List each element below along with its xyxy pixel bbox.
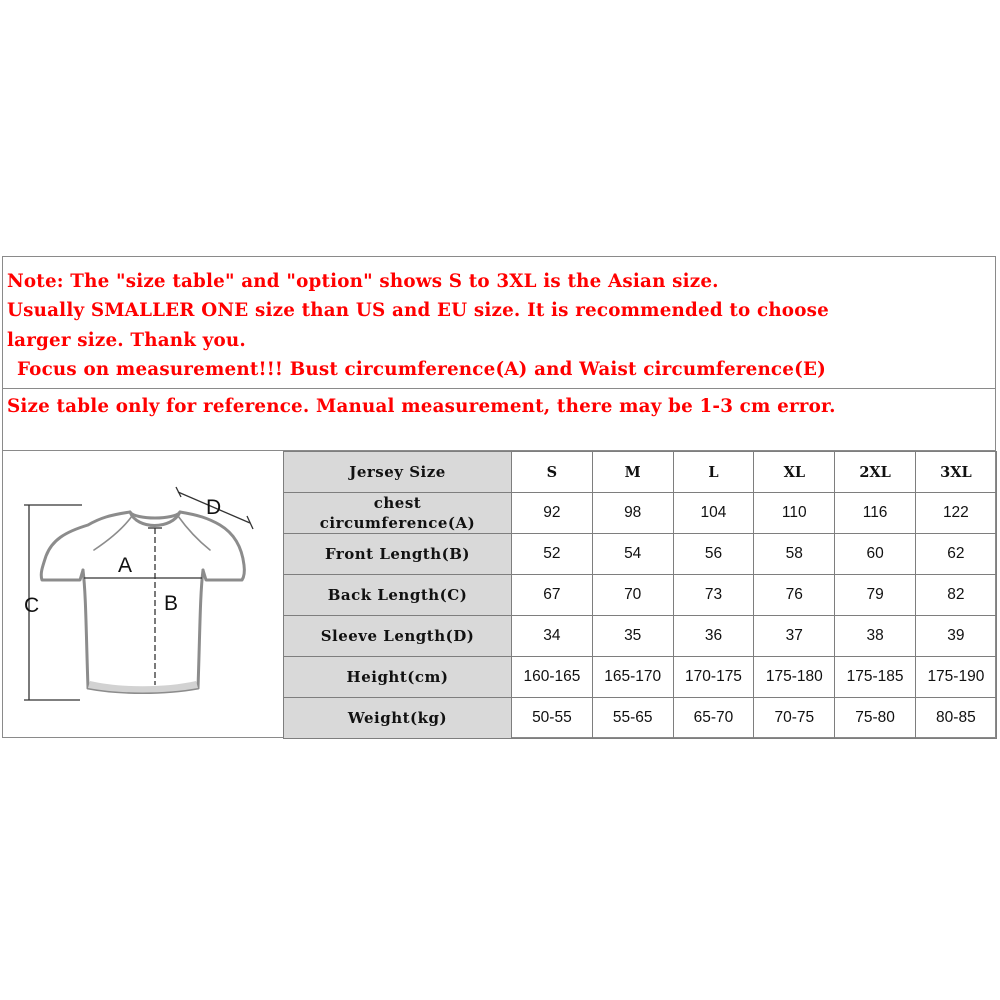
table-corner-cell: Jersey Size: [284, 452, 512, 493]
note-line-3: larger size. Thank you.: [7, 329, 246, 351]
table-cell: 70: [592, 575, 673, 616]
size-header: 2XL: [835, 452, 916, 493]
table-cell: 76: [754, 575, 835, 616]
table-cell: 165-170: [592, 657, 673, 698]
row-label: Weight(kg): [284, 698, 512, 739]
table-cell: 80-85: [915, 698, 996, 739]
size-header: L: [673, 452, 754, 493]
table-row: [284, 575, 997, 616]
table-header-row: [284, 452, 997, 493]
reference-note: Size table only for reference. Manual measurement, there may be 1-3 cm error.: [2, 389, 996, 451]
table-cell: 98: [592, 493, 673, 534]
table-cell: 50-55: [512, 698, 593, 739]
row-label-line: chest: [373, 494, 422, 512]
table-cell: 34: [512, 616, 593, 657]
note-line-2: Usually SMALLER ONE size than US and EU size. It is recommended to choose: [7, 300, 829, 322]
jersey-measurement-diagram: [10, 470, 270, 710]
note-line-1: Note: The "size table" and "option" shows S to 3XL is the Asian size.: [7, 271, 719, 292]
table-cell: 82: [915, 575, 996, 616]
label-b: B: [164, 592, 179, 615]
size-header: M: [592, 452, 673, 493]
table-row: [284, 698, 997, 739]
table-cell: 79: [835, 575, 916, 616]
table-row: [284, 616, 997, 657]
table-cell: 116: [835, 493, 916, 534]
table-cell: 35: [592, 616, 673, 657]
table-cell: 160-165: [512, 657, 593, 698]
table-cell: 70-75: [754, 698, 835, 739]
table-cell: 110: [754, 493, 835, 534]
jersey-outline: [41, 512, 244, 693]
asian-size-note: [2, 256, 996, 389]
table-cell: 55-65: [592, 698, 673, 739]
table-cell: 67: [512, 575, 593, 616]
row-label: Back Length(C): [284, 575, 512, 616]
table-cell: 92: [512, 493, 593, 534]
row-label: [284, 493, 512, 534]
table-cell: 52: [512, 534, 593, 575]
table-cell: 58: [754, 534, 835, 575]
table-cell: 73: [673, 575, 754, 616]
table-cell: 62: [915, 534, 996, 575]
table-cell: 36: [673, 616, 754, 657]
label-d: D: [206, 496, 222, 519]
table-cell: 60: [835, 534, 916, 575]
table-row: [284, 493, 997, 534]
table-cell: 104: [673, 493, 754, 534]
table-cell: 175-190: [915, 657, 996, 698]
table-cell: 175-180: [754, 657, 835, 698]
note-line-4: Focus on measurement!!! Bust circumference(A) and Waist circumference(E): [17, 358, 826, 380]
size-header: 3XL: [915, 452, 996, 493]
label-c: C: [24, 594, 40, 617]
table-row: [284, 657, 997, 698]
row-label: Front Length(B): [284, 534, 512, 575]
table-cell: 38: [835, 616, 916, 657]
table-cell: 39: [915, 616, 996, 657]
table-cell: 37: [754, 616, 835, 657]
size-table: [283, 451, 997, 739]
table-cell: 56: [673, 534, 754, 575]
size-header: XL: [754, 452, 835, 493]
table-cell: 65-70: [673, 698, 754, 739]
label-a: A: [118, 554, 133, 577]
table-cell: 122: [915, 493, 996, 534]
row-label: Height(cm): [284, 657, 512, 698]
table-cell: 54: [592, 534, 673, 575]
table-cell: 75-80: [835, 698, 916, 739]
table-row: [284, 534, 997, 575]
table-cell: 175-185: [835, 657, 916, 698]
table-cell: 170-175: [673, 657, 754, 698]
row-label-line: circumference(A): [319, 514, 476, 532]
row-label: Sleeve Length(D): [284, 616, 512, 657]
size-header: S: [512, 452, 593, 493]
